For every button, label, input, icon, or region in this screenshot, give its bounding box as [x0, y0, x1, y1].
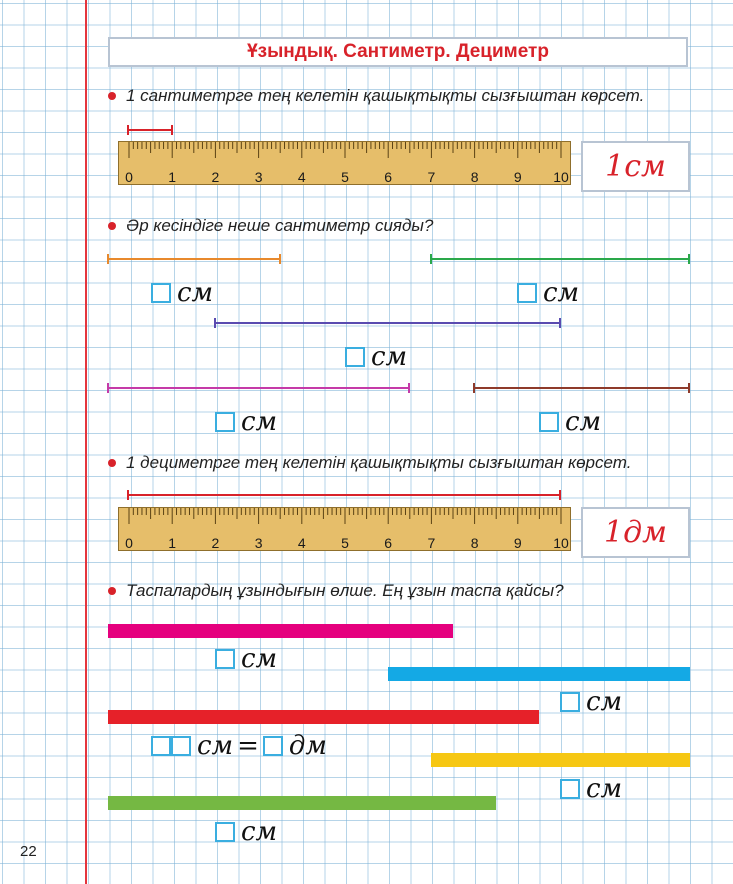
answer-box[interactable]: [517, 283, 537, 303]
ruler-number: 0: [125, 535, 133, 551]
ruler-number: 0: [125, 169, 133, 185]
bullet-icon: [108, 459, 116, 467]
task-1-text: 1 сантиметрге тең келетін қашықтықты сызғыштан көрсет.: [126, 86, 645, 105]
title-box: [108, 37, 688, 67]
task-2-text: Әр кесіндіге неше сантиметр сияды?: [126, 216, 434, 235]
unit-label: см: [177, 278, 214, 308]
ruler-number: 7: [427, 535, 436, 551]
answer-box[interactable]: [263, 736, 283, 756]
answer-box[interactable]: [151, 736, 171, 756]
tape-pink: [108, 624, 453, 638]
centimeter-label-box: [581, 141, 690, 192]
unit-label: дм: [288, 731, 327, 761]
ruler-number: 2: [211, 535, 220, 551]
ruler-number: 10: [553, 535, 569, 551]
ruler-number: 9: [513, 535, 522, 551]
answer-tape-green: [215, 819, 277, 845]
ruler-number: 6: [384, 535, 393, 551]
equals-sign: =: [237, 731, 259, 761]
unit-label: см: [241, 817, 278, 847]
unit-label: см: [565, 407, 602, 437]
answer-tape-yellow: [560, 776, 622, 802]
decimeter-marker: [128, 494, 560, 496]
bullet-icon: [108, 222, 116, 230]
decimeter-label: 1дм: [604, 515, 667, 550]
answer-segment-green: [517, 280, 579, 306]
answer-tape-pink: [215, 646, 277, 672]
answer-segment-orange: [151, 280, 213, 306]
answer-box[interactable]: [215, 412, 235, 432]
centimeter-marker: [128, 129, 172, 131]
unit-label: см: [586, 687, 623, 717]
segment-brown: [474, 387, 689, 389]
ruler-2-scale: [119, 508, 571, 551]
tape-blue: [388, 667, 690, 681]
task-2: [108, 216, 433, 236]
ruler-2: [118, 507, 571, 551]
answer-box[interactable]: [215, 649, 235, 669]
answer-box[interactable]: [539, 412, 559, 432]
ruler-number: 8: [470, 535, 479, 551]
notebook-margin-line: [85, 0, 87, 884]
task-4-text: Таспалардың ұзындығын өлше. Ең ұзын таспа қайсы?: [126, 581, 564, 600]
bullet-icon: [108, 92, 116, 100]
segment-green: [431, 258, 689, 260]
bullet-icon: [108, 587, 116, 595]
unit-label: см: [371, 342, 408, 372]
ruler-number: 10: [553, 169, 569, 185]
task-1: [108, 86, 644, 106]
unit-label: см: [241, 644, 278, 674]
ruler-number: 9: [513, 169, 522, 185]
task-3: [108, 453, 631, 473]
page-title: Ұзындық. Сантиметр. Дециметр: [247, 41, 549, 62]
ruler-number: 7: [427, 169, 436, 185]
tape-yellow: [431, 753, 690, 767]
page-number: 22: [20, 843, 37, 860]
ruler-number: 3: [254, 169, 263, 185]
answer-tape-blue: [560, 689, 622, 715]
answer-segment-brown: [539, 409, 601, 435]
answer-box[interactable]: [560, 779, 580, 799]
answer-box[interactable]: [345, 347, 365, 367]
segment-orange: [108, 258, 280, 260]
answer-box[interactable]: [151, 283, 171, 303]
segment-purple: [215, 322, 560, 324]
centimeter-label: 1см: [605, 149, 666, 184]
ruler-number: 8: [470, 169, 479, 185]
answer-box[interactable]: [171, 736, 191, 756]
decimeter-label-box: [581, 507, 690, 558]
task-3-text: 1 дециметрге тең келетін қашықтықты сызғыштан көрсет.: [126, 453, 632, 472]
segment-magenta: [108, 387, 409, 389]
ruler-number: 4: [297, 169, 306, 185]
ruler-1-scale: [119, 142, 571, 185]
ruler-number: 2: [211, 169, 220, 185]
tape-red: [108, 710, 539, 724]
ruler-1: [118, 141, 571, 185]
answer-box[interactable]: [215, 822, 235, 842]
ruler-number: 6: [384, 169, 393, 185]
answer-tape-red: [151, 733, 327, 759]
ruler-number: 3: [254, 535, 263, 551]
unit-label: см: [543, 278, 580, 308]
ruler-number: 1: [168, 535, 177, 551]
ruler-number: 5: [341, 535, 349, 551]
answer-segment-purple: [345, 344, 407, 370]
ruler-number: 4: [297, 535, 306, 551]
tape-green: [108, 796, 496, 810]
ruler-number: 1: [168, 169, 177, 185]
answer-box[interactable]: [560, 692, 580, 712]
answer-segment-magenta: [215, 409, 277, 435]
ruler-number: 5: [341, 169, 349, 185]
unit-label: см: [197, 731, 234, 761]
unit-label: см: [241, 407, 278, 437]
task-4: [108, 581, 564, 601]
unit-label: см: [586, 774, 623, 804]
